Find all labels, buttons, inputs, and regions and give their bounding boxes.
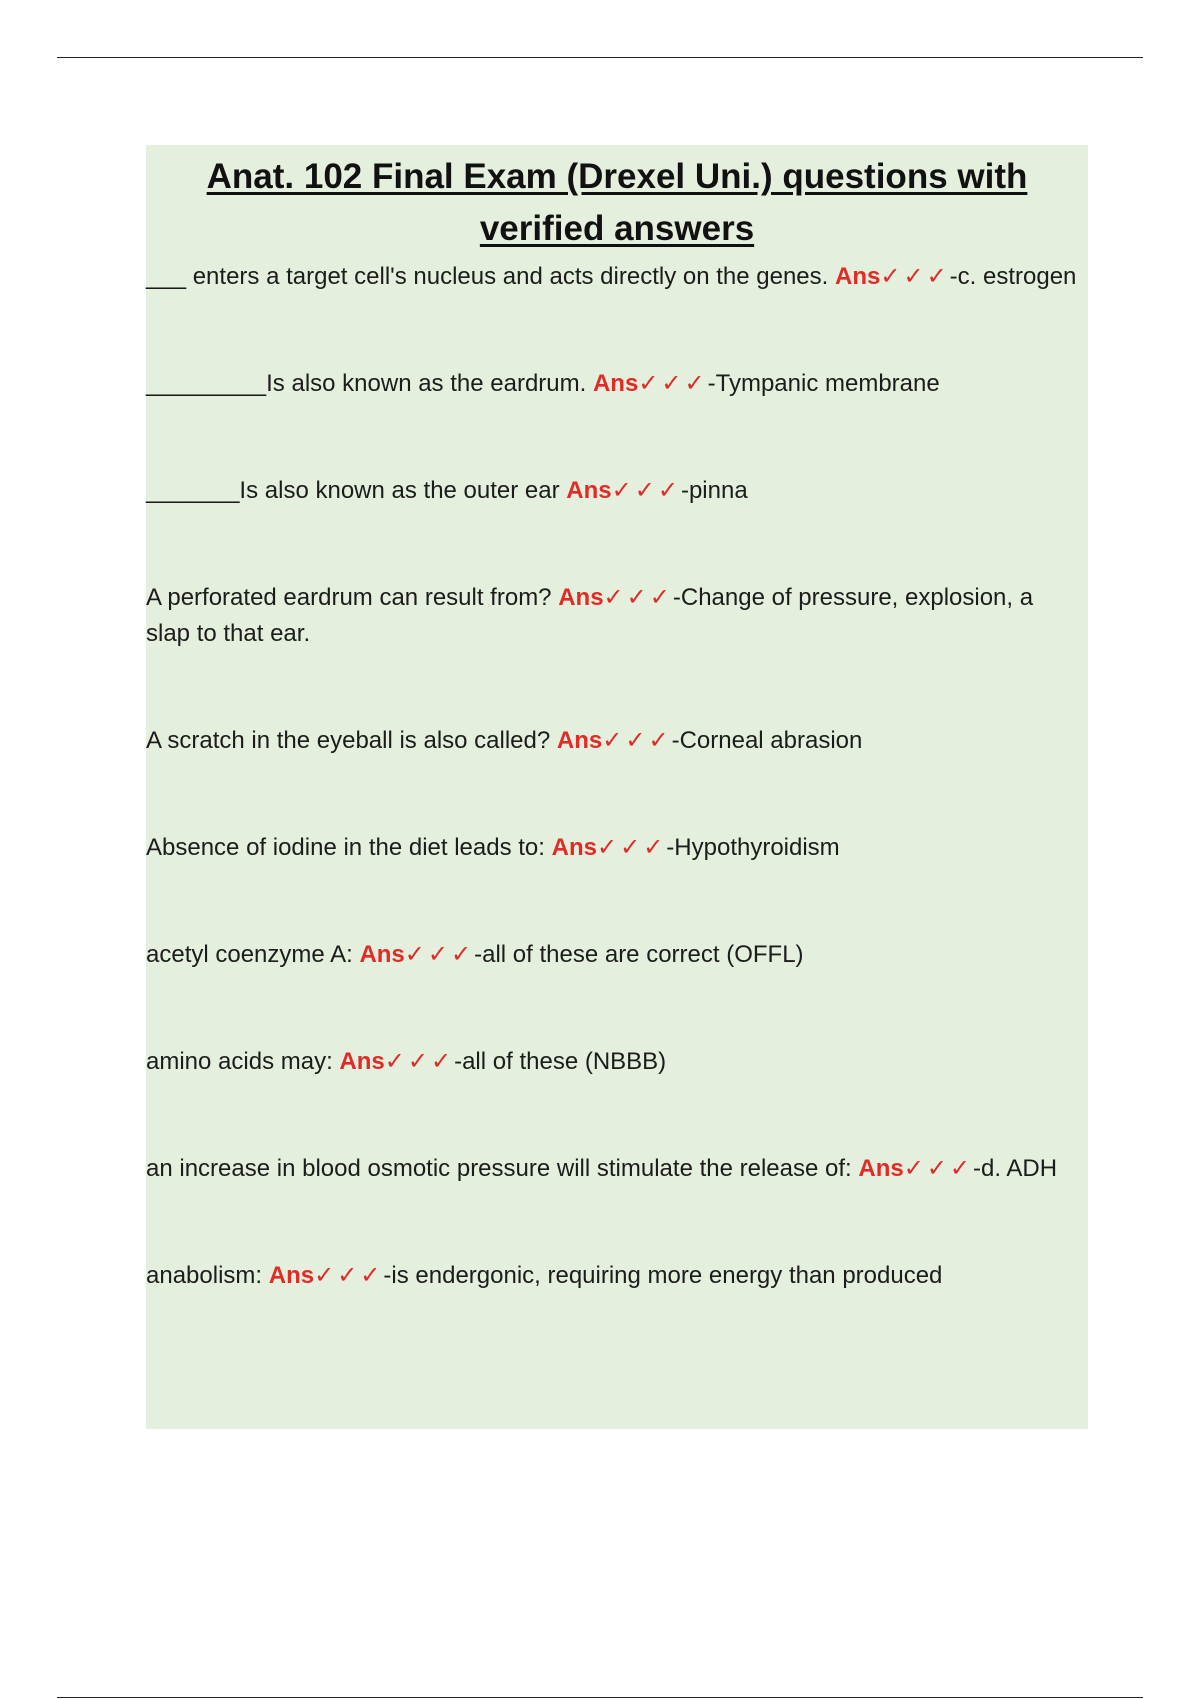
question-text: ___ enters a target cell's nucleus and acts directly on the genes. <box>146 263 829 290</box>
question-text: an increase in blood osmotic pressure will stimulate the release of: <box>146 1155 852 1182</box>
checkmark-icon: ✓✓✓ <box>384 1048 455 1075</box>
question-text: _________Is also known as the eardrum. <box>146 370 587 397</box>
answer-text: -all of these are correct (OFFL) <box>474 941 804 968</box>
checkmark-icon: ✓✓✓ <box>880 263 950 290</box>
checkmark-icon: ✓✓✓ <box>596 834 667 861</box>
qa-item <box>146 366 1088 402</box>
checkmark-icon: ✓✓✓ <box>404 941 475 968</box>
qa-item <box>146 259 1088 295</box>
answer-text: -c. estrogen <box>949 263 1077 290</box>
answer-label: Ans <box>835 263 881 290</box>
answer-text: -d. ADH <box>973 1155 1058 1182</box>
checkmark-icon: ✓✓✓ <box>314 1262 384 1289</box>
answer-text: -is endergonic, requiring more energy than produced <box>383 1262 943 1289</box>
checkmark-icon: ✓✓✓ <box>603 584 673 611</box>
checkmark-icon: ✓✓✓ <box>611 477 681 504</box>
qa-item <box>146 723 1088 759</box>
header-rule <box>57 57 1143 58</box>
qa-item <box>146 937 1088 973</box>
qa-item <box>146 580 1088 652</box>
qa-item <box>146 1258 1088 1294</box>
checkmark-icon: ✓✓✓ <box>903 1155 974 1182</box>
question-text: Absence of iodine in the diet leads to: <box>146 834 545 861</box>
question-text: A scratch in the eyeball is also called? <box>146 727 551 754</box>
answer-text: -pinna <box>680 477 748 504</box>
question-text: acetyl coenzyme A: <box>146 941 353 968</box>
qa-item <box>146 473 1088 509</box>
question-text: A perforated eardrum can result from? <box>146 584 552 611</box>
question-text: _______Is also known as the outer ear <box>146 477 560 504</box>
answer-label: Ans <box>592 370 639 397</box>
answer-label: Ans <box>858 1155 904 1182</box>
checkmark-icon: ✓✓✓ <box>638 370 708 397</box>
qa-item <box>146 1151 1088 1187</box>
answer-text: -Tympanic membrane <box>707 370 940 397</box>
question-text: amino acids may: <box>146 1048 333 1075</box>
footer-rule <box>57 1697 1143 1698</box>
answer-label: Ans <box>566 477 612 504</box>
qa-item <box>146 830 1088 866</box>
answer-text: -all of these (NBBB) <box>454 1048 667 1075</box>
content-panel <box>146 145 1088 1429</box>
document-title: Anat. 102 Final Exam (Drexel Uni.) questions with verified answers <box>206 157 1028 248</box>
answer-label: Ans <box>339 1048 385 1075</box>
answer-text: -Change of pressure, explosion, a slap to that ear. <box>146 584 1034 647</box>
answer-label: Ans <box>556 727 603 754</box>
answer-text: -Corneal abrasion <box>671 727 863 754</box>
answer-label: Ans <box>359 941 405 968</box>
answer-label: Ans <box>558 584 604 611</box>
answer-label: Ans <box>268 1262 315 1289</box>
qa-item <box>146 1044 1088 1080</box>
question-text: anabolism: <box>146 1262 263 1289</box>
answer-label: Ans <box>551 834 597 861</box>
checkmark-icon: ✓✓✓ <box>602 727 672 754</box>
answer-text: -Hypothyroidism <box>666 834 840 861</box>
